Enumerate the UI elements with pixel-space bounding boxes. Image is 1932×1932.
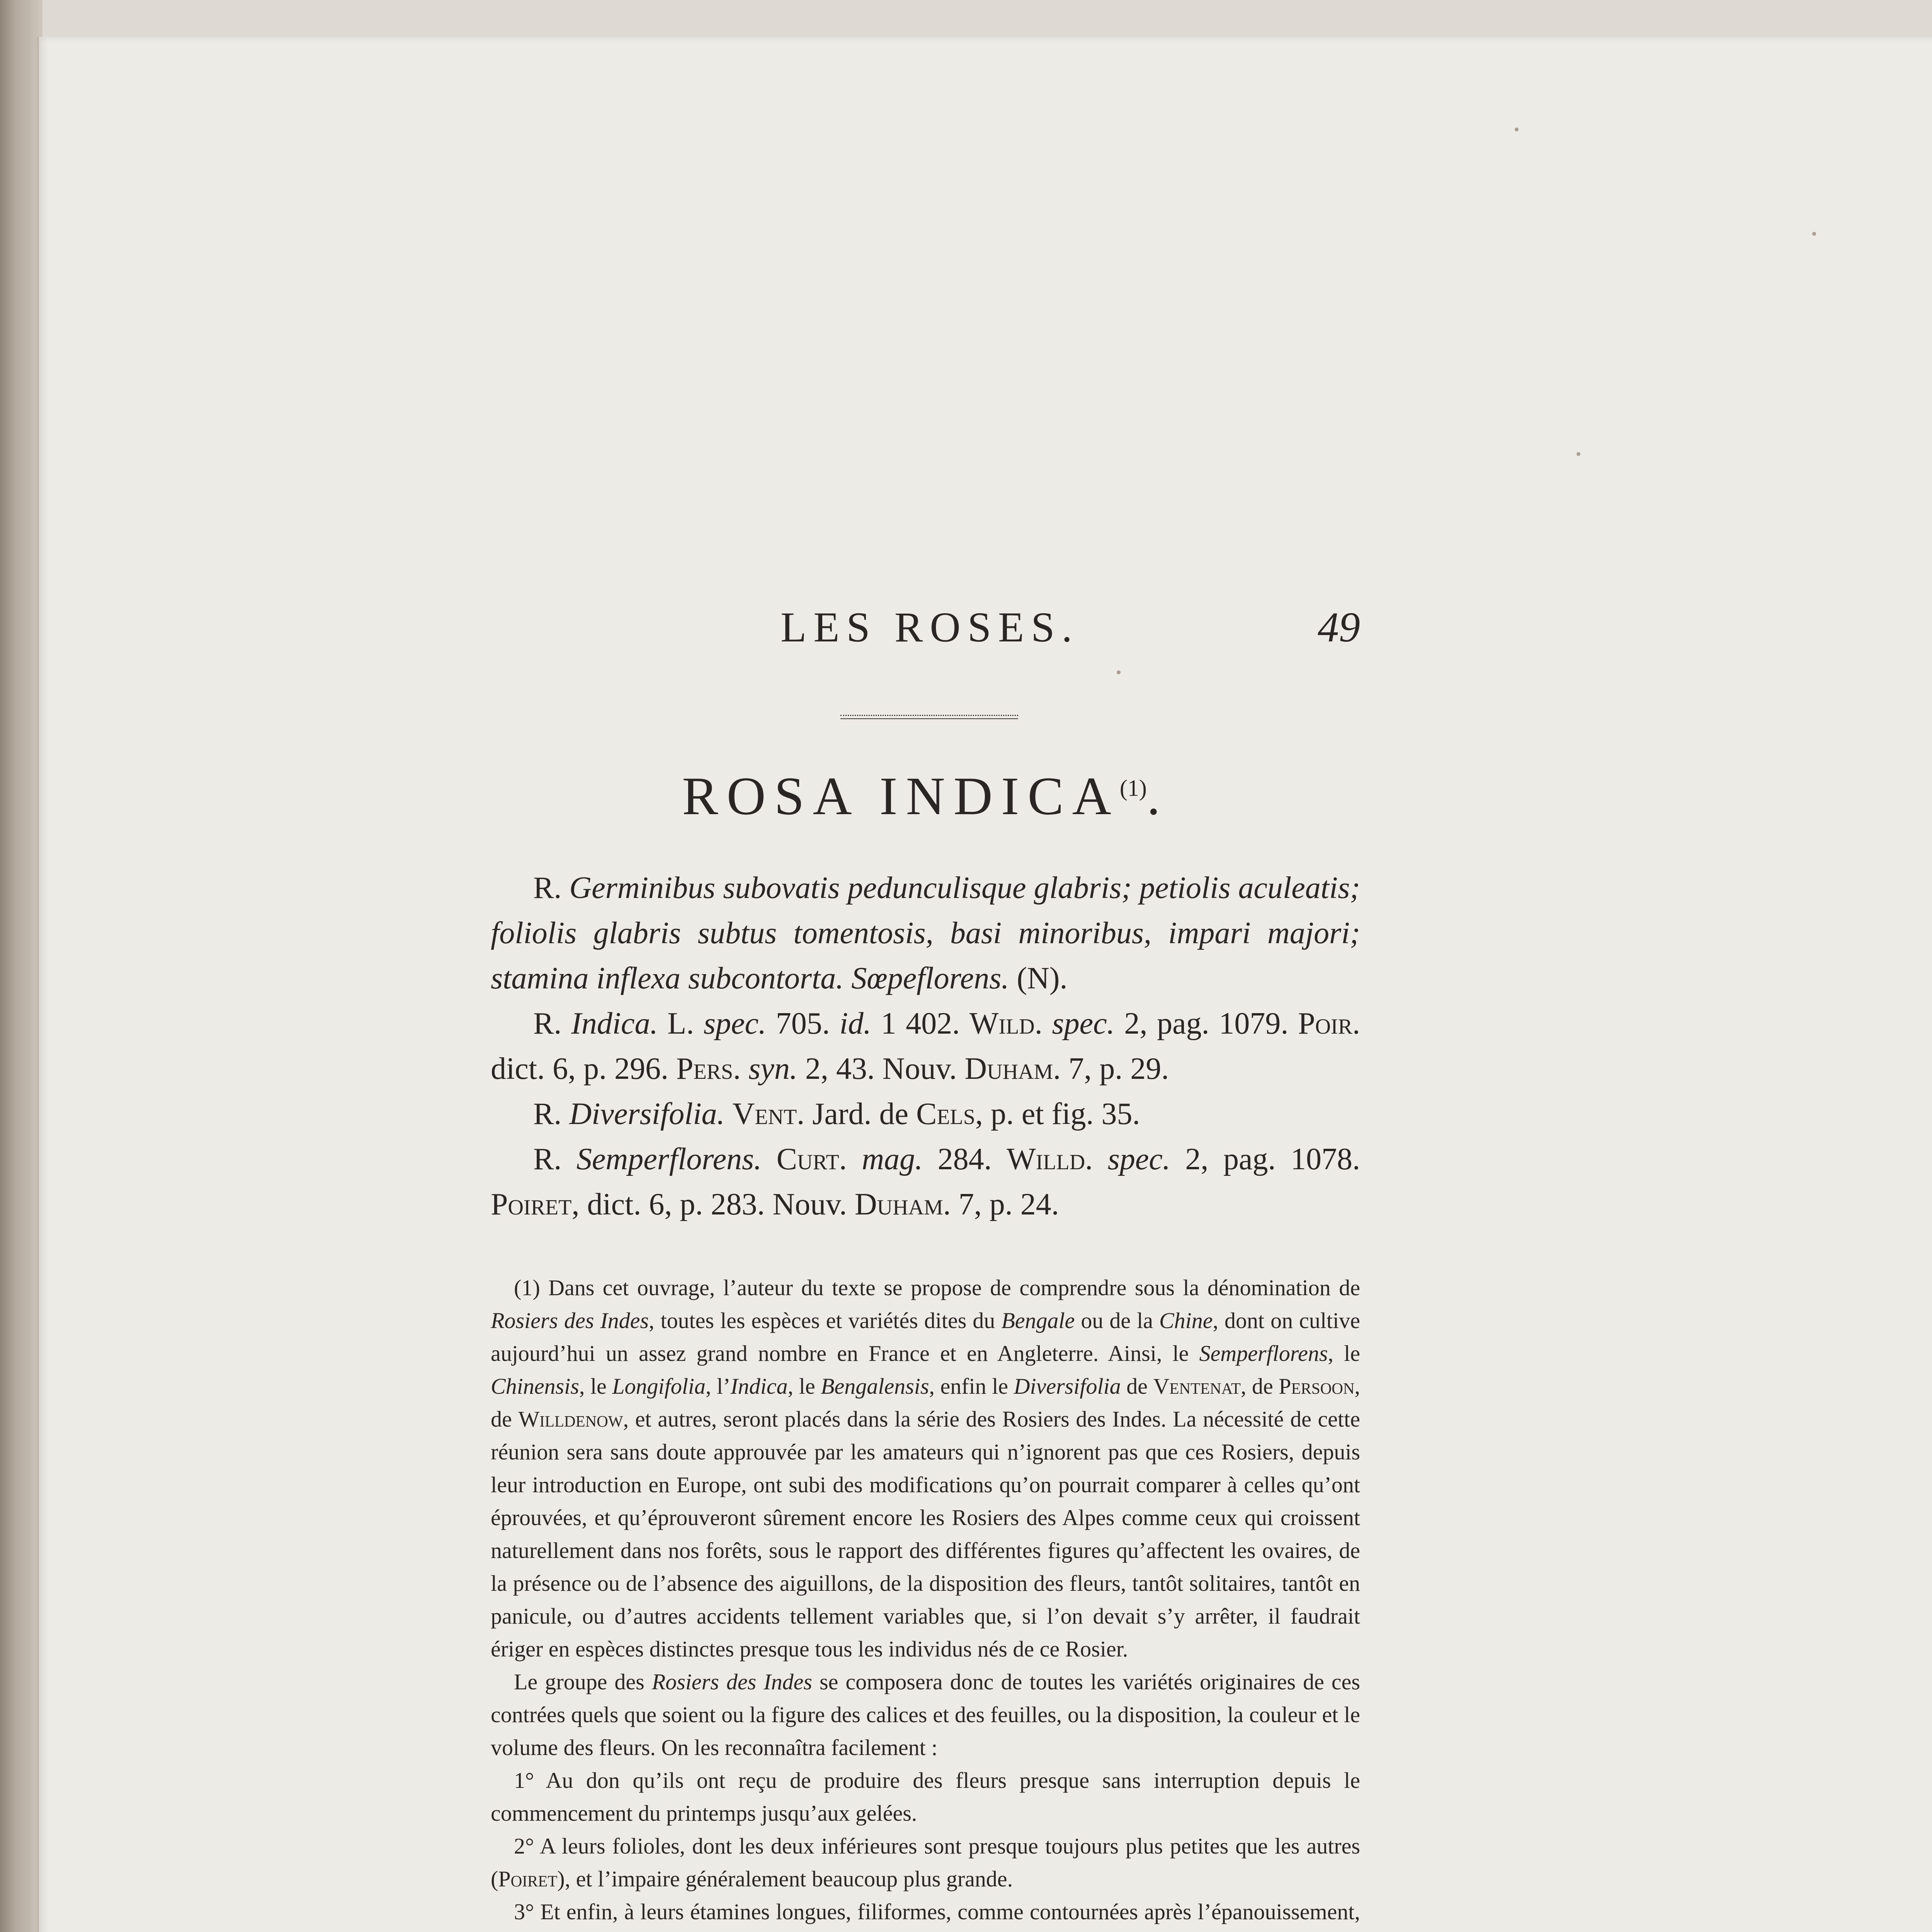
synonym-entry — [491, 1092, 1360, 1137]
text-run: 284. — [923, 1142, 1007, 1176]
paper-speck — [1515, 128, 1519, 131]
text-run: R. — [533, 1007, 571, 1041]
text-run: Diversifolia — [1014, 1374, 1121, 1399]
text-run: (N). — [1009, 961, 1068, 995]
synonym-entry — [491, 1137, 1360, 1227]
text-run: Wild. — [969, 1007, 1043, 1041]
text-run: , le — [1328, 1341, 1361, 1366]
text-run: 2, 43. Nouv. — [797, 1052, 965, 1086]
text-run: 2, pag. 1079. — [1114, 1007, 1298, 1041]
text-run: , le — [579, 1374, 612, 1399]
text-run: R. — [533, 1142, 577, 1176]
text-run: Germinibus subovatis pedunculisque glabris; petiolis aculeatis; foliolis glabris subtus tomentosis, basi minoribus, impari majori; stamina inflexa subcontorta. Sœpeflorens. — [491, 871, 1361, 995]
text-run: 7, p. 24. — [951, 1187, 1059, 1221]
text-run: Duham. — [854, 1187, 951, 1221]
text-run — [762, 1142, 777, 1176]
text-run — [725, 1097, 733, 1131]
text-run: Jard. de — [804, 1097, 916, 1131]
text-run: L. — [658, 1007, 704, 1041]
text-run: Semperflorens. — [576, 1142, 762, 1176]
text-run: se composera donc de toutes les variétés originaires de ces contrées quels que soient ou la figure des calices et des feuilles, ou la disposition, la couleur et le volume des fleurs. On les reconnaîtra facilement : — [491, 1669, 1360, 1760]
text-run: , dict. 6, p. 283. Nouv. — [571, 1187, 855, 1221]
footnote-paragraph — [491, 1665, 1360, 1764]
paper-speck — [1117, 670, 1121, 674]
text-run: id. — [839, 1007, 871, 1041]
text-run: 2° A leurs folioles, dont les deux inférieures sont presque toujours plus petites que les autres ( — [491, 1833, 1360, 1891]
text-run: Poir. — [1298, 1007, 1361, 1041]
text-run: Persoon — [1279, 1374, 1355, 1399]
footnote-block — [491, 1271, 1360, 1932]
text-run: syn. — [748, 1052, 798, 1086]
text-run — [847, 1142, 862, 1176]
text-run — [1043, 1007, 1052, 1041]
text-run: , p. et fig. 35. — [975, 1097, 1140, 1131]
footnote-paragraph — [491, 1830, 1360, 1895]
text-run: , et autres, seront placés dans la série des Rosiers des Indes. La nécessité de cette réunion sera sans doute approuvée par les amateurs qui n’ignorent pas que ces Rosiers, depuis leur introduction en Europe, ont subi des modifications qu’on pourrait comparer à celles qu’ont éprouvées, et qu’éprouveront sûrement encore les Rosiers des Alpes comme ceux qui croissent naturellement dans nos forêts, sous le rapport des différentes figures qu’affectent les ovaires, de la présence ou de l’absence des aiguillons, de la disposition des fleurs, tantôt solitaires, tantôt en panicule, ou d’autres accidents tellement variables que, si l’on devait s’y arrêter, il faudrait ériger en espèces distinctes presque tous les individus nés de ce Rosier. — [491, 1406, 1360, 1662]
text-run: 1 402. — [871, 1007, 969, 1041]
footnote-paragraph — [491, 1271, 1360, 1665]
text-run: , dont on cultive aujourd’hui un assez grand nombre en France et en Angleterre. Ainsi, le — [491, 1308, 1360, 1366]
text-run: mag. — [862, 1142, 923, 1176]
text-run: Chine — [1159, 1308, 1213, 1333]
text-run: ou de la — [1075, 1308, 1159, 1333]
paper-speck — [1577, 452, 1580, 456]
running-head-title: LES ROSES. — [781, 604, 1079, 651]
text-run: , de — [1240, 1374, 1279, 1399]
text-run: Ventenat — [1153, 1374, 1241, 1399]
text-run: , de — [491, 1374, 1361, 1432]
synonymy-block — [491, 866, 1360, 1227]
text-run: ), et l’impaire généralement beaucoup plus grande. — [557, 1866, 1013, 1891]
text-run — [1093, 1142, 1108, 1176]
text-run: Chinensis — [491, 1374, 579, 1399]
text-run: Cels — [916, 1097, 975, 1131]
running-head — [491, 595, 1360, 653]
text-run: Willd. — [1007, 1142, 1093, 1176]
text-run: 2, pag. 1078. — [1170, 1142, 1361, 1176]
text-run: Pers. — [676, 1052, 741, 1086]
text-run: 3° Et enfin, à leurs étamines longues, filiformes, comme contournées après l’épanouissement, — [514, 1899, 1360, 1924]
text-run: Semperflorens — [1199, 1341, 1328, 1366]
text-run: Diversifolia. — [569, 1097, 725, 1131]
text-run: de — [1121, 1374, 1153, 1399]
text-run: 7, p. 29. — [1061, 1052, 1169, 1086]
text-run: spec. — [1052, 1007, 1115, 1041]
footnote-paragraph — [491, 1895, 1360, 1932]
synonym-entry — [491, 866, 1360, 1001]
page-number: 49 — [1318, 604, 1360, 651]
text-run: Le groupe des — [514, 1669, 652, 1694]
text-run: 1° Au don qu’ils ont reçu de produire des fleurs presque sans interruption depuis le commencement du printemps jusqu’aux gelées. — [491, 1768, 1360, 1826]
species-title — [491, 765, 1360, 827]
text-run: Rosiers des Indes — [651, 1669, 812, 1694]
ornamental-rule — [840, 715, 1018, 719]
text-run: dict. 6, p. 296. — [491, 1052, 676, 1086]
text-run: Vent. — [732, 1097, 805, 1131]
synonym-entry — [491, 1001, 1360, 1092]
text-run: , enfin le — [929, 1374, 1014, 1399]
footnote-reference: (1) — [1119, 775, 1147, 801]
text-run: Curt. — [776, 1142, 847, 1176]
text-run: R. — [533, 871, 570, 905]
text-run: , l’ — [706, 1374, 731, 1399]
text-run: Longifolia — [612, 1374, 706, 1399]
text-run: (1) Dans cet ouvrage, l’auteur du texte se propose de comprendre sous la dénomination de — [514, 1275, 1360, 1300]
text-run: Duham. — [964, 1052, 1061, 1086]
text-run: , le — [787, 1374, 821, 1399]
text-run: R. — [533, 1097, 570, 1131]
species-title-text: ROSA INDICA — [682, 766, 1120, 826]
text-run — [741, 1052, 748, 1086]
text-run: Bengalensis — [821, 1374, 929, 1399]
text-run: Poiret — [498, 1866, 558, 1891]
text-run: 705. — [766, 1007, 840, 1041]
text-run: , toutes les espèces et variétés dites du — [648, 1308, 1002, 1333]
text-run: Rosiers des Indes — [491, 1308, 649, 1333]
text-run: Indica. — [571, 1007, 658, 1041]
text-run: Indica — [730, 1374, 788, 1399]
species-title-end: . — [1146, 766, 1169, 826]
text-run: spec. — [703, 1007, 766, 1041]
text-run: Poiret — [491, 1187, 572, 1221]
text-run: Willdenow — [518, 1406, 623, 1432]
text-run: spec. — [1107, 1142, 1170, 1176]
book-spine-shadow — [0, 0, 43, 1932]
footnote-paragraph — [491, 1764, 1360, 1830]
text-run: Bengale — [1001, 1308, 1075, 1333]
paper-speck — [1812, 232, 1816, 236]
